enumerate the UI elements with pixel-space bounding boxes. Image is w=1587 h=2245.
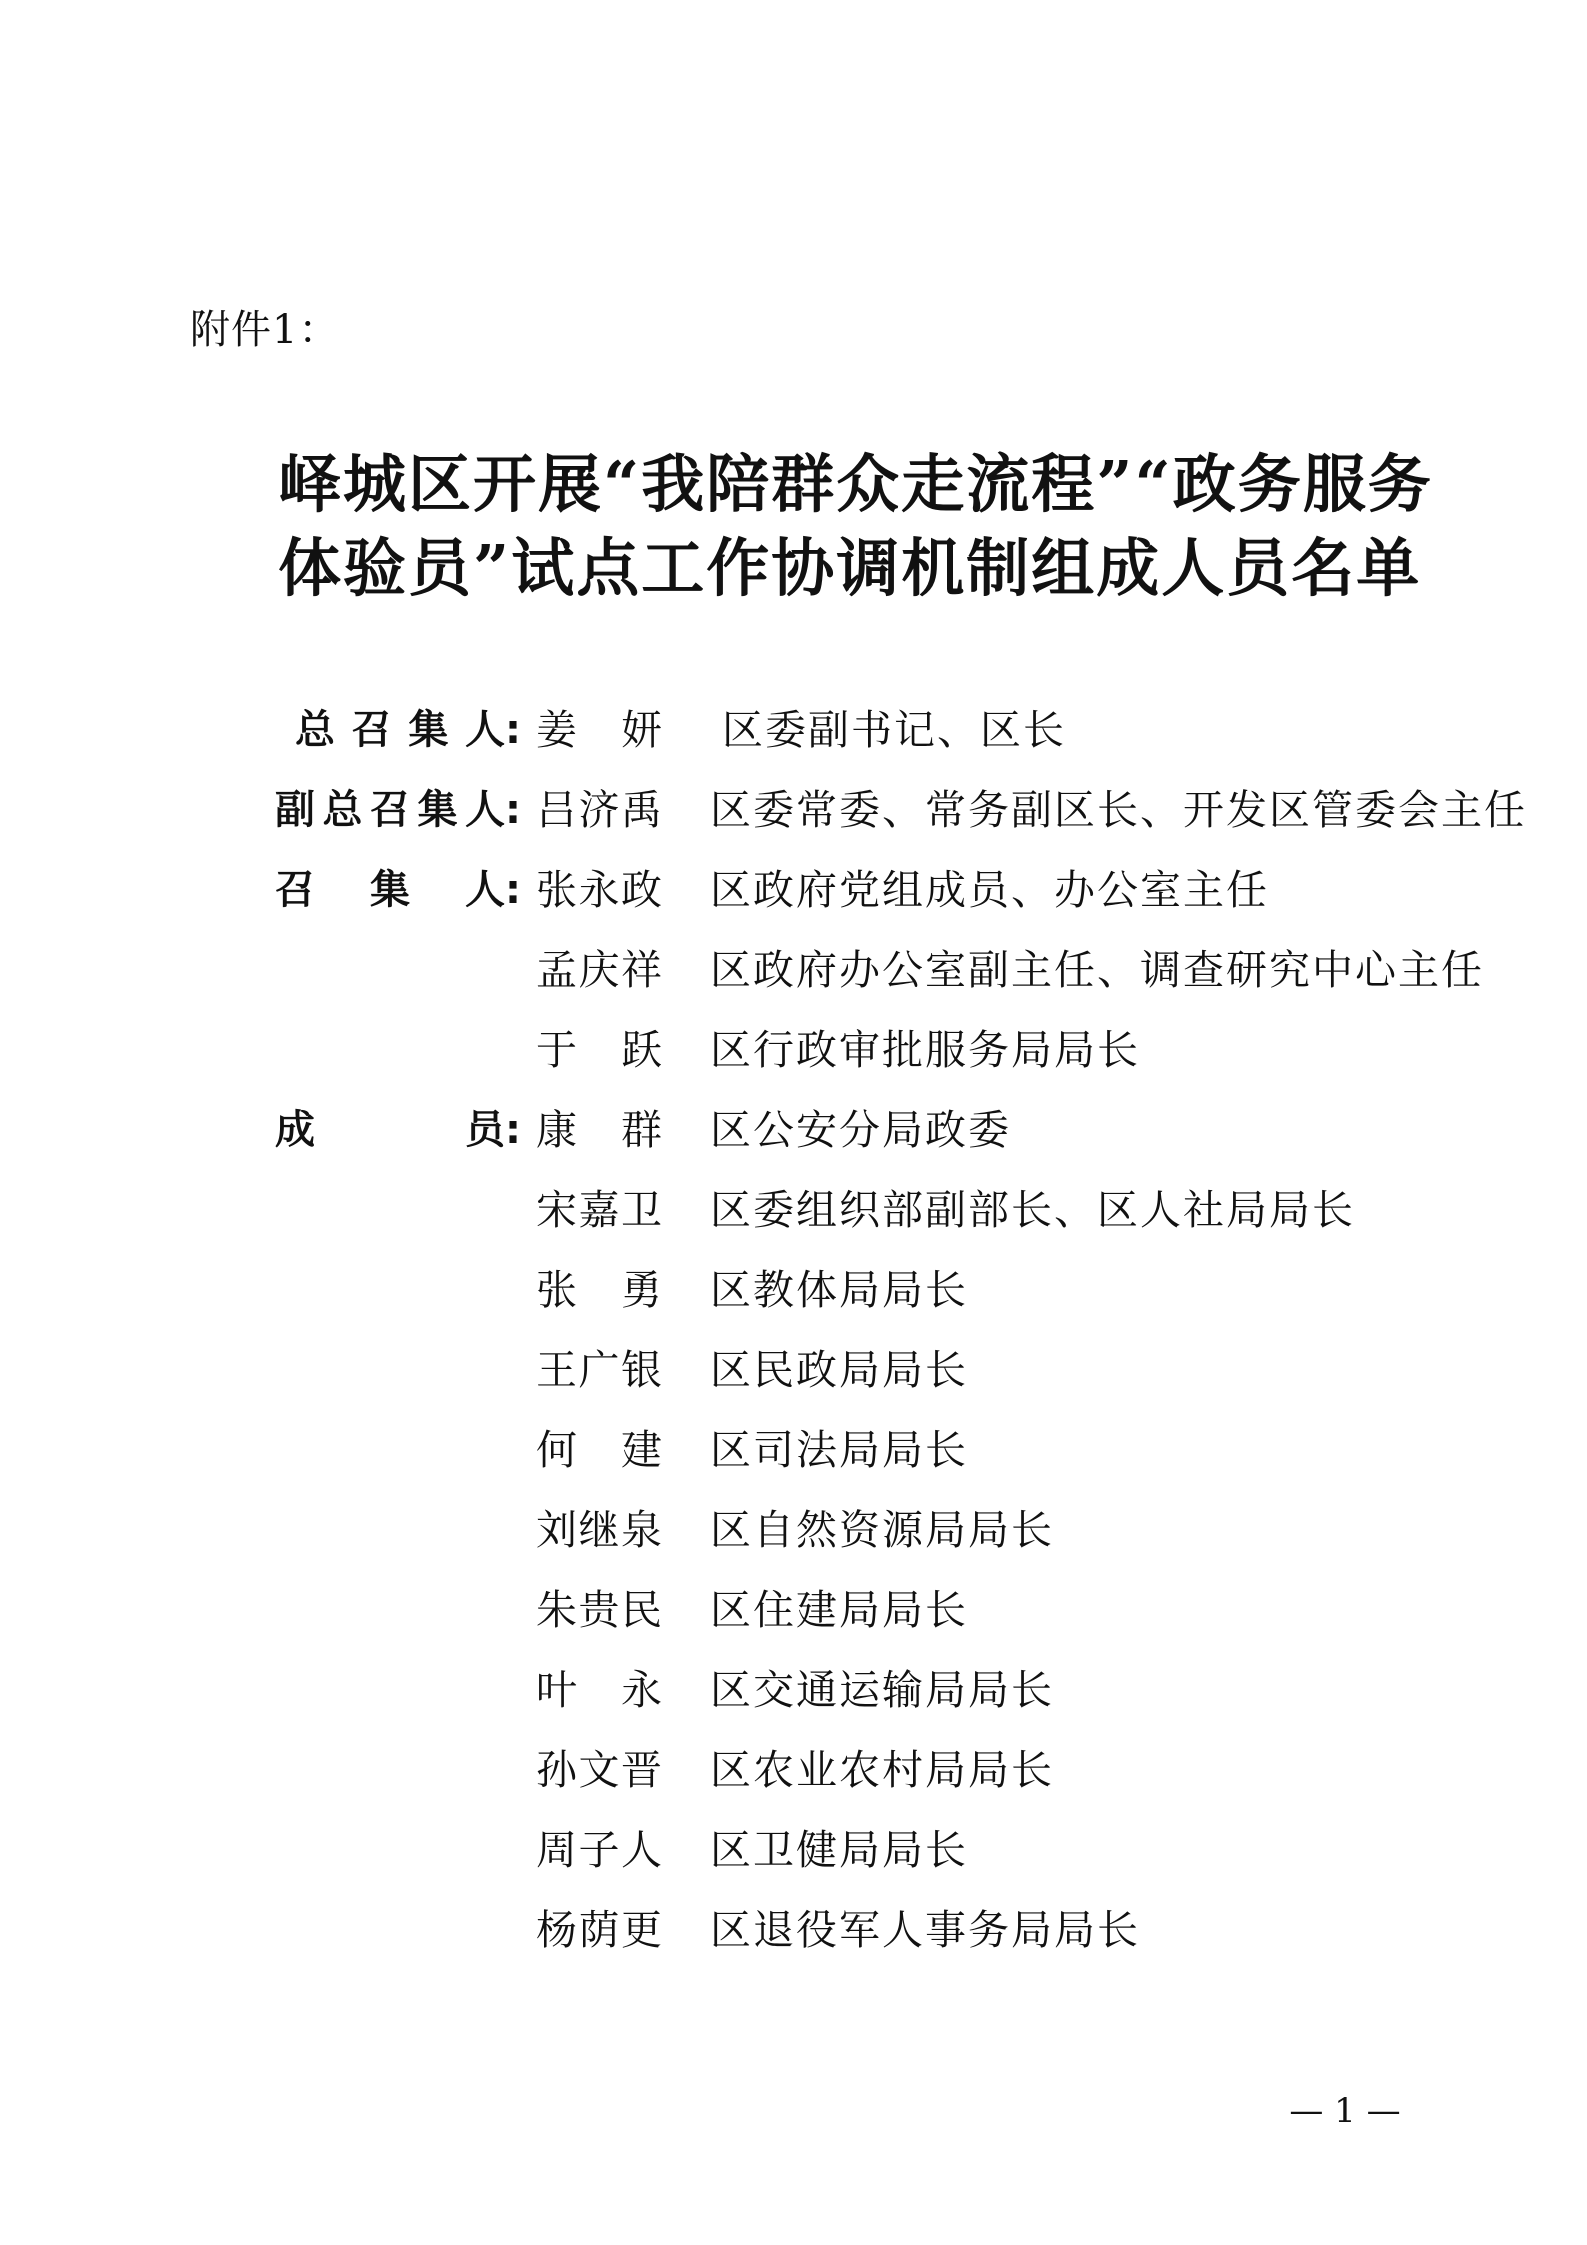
role-label: 召集人 — [275, 867, 505, 913]
roster-row — [0, 1250, 1587, 1330]
roster-row — [0, 1890, 1587, 1970]
member-post: 区卫健局局长 — [710, 1826, 968, 1874]
role-colon: : — [505, 1107, 521, 1153]
roster-row — [0, 1570, 1587, 1650]
member-name: 叶 永 — [536, 1666, 662, 1714]
roster-row — [0, 1010, 1587, 1090]
member-post: 区委副书记、区长 — [722, 706, 1066, 754]
roster-row — [0, 1730, 1587, 1810]
member-name: 周子人 — [536, 1826, 662, 1874]
member-post: 区交通运输局局长 — [710, 1666, 1054, 1714]
member-name: 杨荫更 — [536, 1906, 662, 1954]
member-post: 区政府党组成员、办公室主任 — [710, 866, 1269, 914]
member-post: 区民政局局长 — [710, 1346, 968, 1394]
member-name: 张 勇 — [536, 1266, 662, 1314]
member-post: 区行政审批服务局局长 — [710, 1026, 1140, 1074]
roster-row — [0, 1810, 1587, 1890]
roster-row — [0, 1170, 1587, 1250]
member-name: 吕济禹 — [536, 786, 662, 834]
role-colon: : — [505, 707, 521, 753]
member-post: 区委组织部副部长、区人社局局长 — [710, 1186, 1355, 1234]
member-post: 区政府办公室副主任、调查研究中心主任 — [710, 946, 1484, 994]
roster-row-deputy-convener — [0, 770, 1587, 850]
roster-row-convener — [0, 850, 1587, 930]
member-name: 张永政 — [536, 866, 662, 914]
role-label: 副总召集人 — [275, 787, 505, 833]
roster-row-chief-convener — [0, 690, 1587, 770]
member-name: 姜 妍 — [536, 706, 662, 754]
roster-row — [0, 1490, 1587, 1570]
member-post: 区司法局局长 — [710, 1426, 968, 1474]
roster-row-members — [0, 1090, 1587, 1170]
roster-row — [0, 930, 1587, 1010]
member-name: 孟庆祥 — [536, 946, 662, 994]
role-colon: : — [505, 787, 521, 833]
member-post: 区教体局局长 — [710, 1266, 968, 1314]
title-line-2: 体验员”试点工作协调机制组成人员名单 — [278, 531, 1422, 605]
member-post: 区农业农村局局长 — [710, 1746, 1054, 1794]
roster-row — [0, 1650, 1587, 1730]
member-name: 朱贵民 — [536, 1586, 662, 1634]
member-name: 宋嘉卫 — [536, 1186, 662, 1234]
role-label: 成员 — [275, 1107, 505, 1153]
member-post: 区自然资源局局长 — [710, 1506, 1054, 1554]
member-name: 王广银 — [536, 1346, 662, 1394]
member-name: 康 群 — [536, 1106, 662, 1154]
roster-row — [0, 1330, 1587, 1410]
member-name: 何 建 — [536, 1426, 662, 1474]
attachment-label: 附件1： — [190, 307, 340, 353]
member-post: 区委常委、常务副区长、开发区管委会主任 — [710, 786, 1527, 834]
member-name: 孙文晋 — [536, 1746, 662, 1794]
member-post: 区住建局局长 — [710, 1586, 968, 1634]
roster-row — [0, 1410, 1587, 1490]
member-name: 刘继泉 — [536, 1506, 662, 1554]
role-label: 总召集人 — [295, 707, 505, 753]
role-colon: : — [505, 867, 521, 913]
title-line-1: 峄城区开展“我陪群众走流程”“政务服务 — [278, 447, 1433, 521]
member-name: 于 跃 — [536, 1026, 662, 1074]
member-post: 区公安分局政委 — [710, 1106, 1011, 1154]
page-number: — 1 — — [1289, 2091, 1401, 2131]
member-post: 区退役军人事务局局长 — [710, 1906, 1140, 1954]
